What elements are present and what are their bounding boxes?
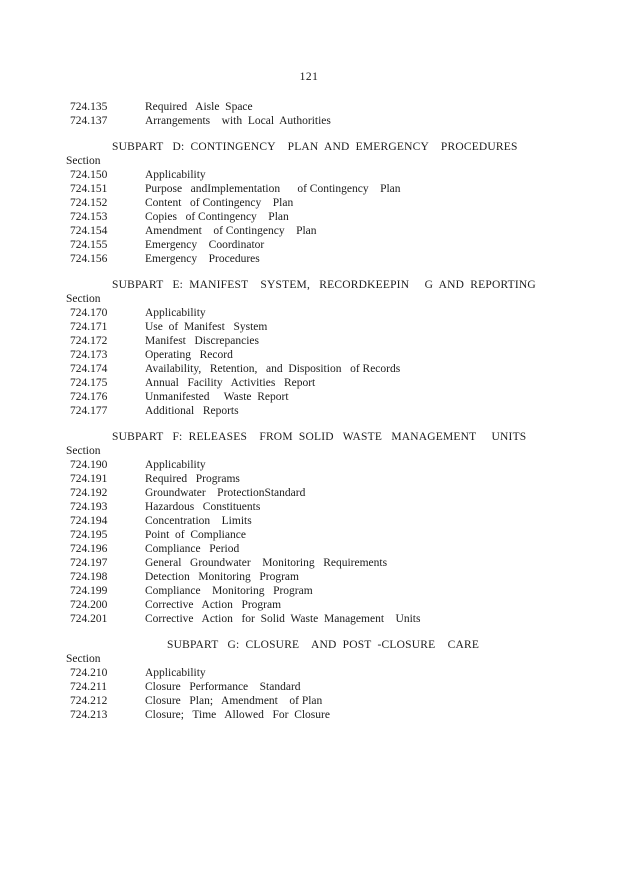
toc-entry (0, 390, 618, 404)
section-number: 724.196 (70, 543, 108, 555)
section-number: 724.199 (70, 585, 108, 597)
section-title: Required Programs (145, 473, 240, 485)
section-number: 724.197 (70, 557, 108, 569)
section-title: Purpose andImplementation of Contingency Plan (145, 183, 401, 195)
section-title: Applicability (145, 459, 206, 471)
toc-entry (0, 486, 618, 500)
toc-entry (0, 334, 618, 348)
section-title: Detection Monitoring Program (145, 571, 299, 583)
section-title: Copies of Contingency Plan (145, 211, 289, 223)
section-number: 724.175 (70, 377, 108, 389)
section-number: 724.212 (70, 695, 108, 707)
section-title: Content of Contingency Plan (145, 197, 294, 209)
section-title: Manifest Discrepancies (145, 335, 260, 347)
section-number: 724.195 (70, 529, 108, 541)
section-label: Section (66, 445, 101, 457)
section-number: 724.174 (70, 363, 108, 375)
toc-entry (0, 500, 618, 514)
section-title: Unmanifested Waste Report (145, 391, 289, 403)
toc-entry (0, 458, 618, 472)
section-title: Corrective Action for Solid Waste Management Units (145, 613, 421, 625)
toc-entry (0, 196, 618, 210)
section-label: Section (66, 653, 101, 665)
subpart-heading: SUBPART F: RELEASES FROM SOLID WASTE MANAGEMENT UNITS (112, 431, 527, 443)
toc-entry (0, 542, 618, 556)
toc-entry (0, 114, 618, 128)
section-label: Section (66, 293, 101, 305)
section-number: 724.172 (70, 335, 108, 347)
toc-entry (0, 556, 618, 570)
subpart-heading: SUBPART G: CLOSURE AND POST -CLOSURE CARE (167, 639, 480, 651)
section-number: 724.135 (70, 101, 108, 113)
section-title: Corrective Action Program (145, 599, 282, 611)
section-title: Use of Manifest System (145, 321, 268, 333)
section-number: 724.152 (70, 197, 108, 209)
section-title: Groundwater ProtectionStandard (145, 487, 306, 499)
section-title: Additional Reports (145, 405, 239, 417)
section-number: 724.190 (70, 459, 108, 471)
section-number: 724.192 (70, 487, 108, 499)
section-title: General Groundwater Monitoring Requirements (145, 557, 388, 569)
section-number: 724.137 (70, 115, 108, 127)
section-number: 724.173 (70, 349, 108, 361)
section-title: Amendment of Contingency Plan (145, 225, 317, 237)
section-title: Availability, Retention, and Disposition of Records (145, 363, 401, 375)
toc-entry (0, 306, 618, 320)
toc-entry (0, 182, 618, 196)
toc-entry (0, 376, 618, 390)
toc-entry (0, 168, 618, 182)
toc-entry (0, 584, 618, 598)
toc-entry (0, 224, 618, 238)
toc-entry (0, 694, 618, 708)
subpart-heading: SUBPART E: MANIFEST SYSTEM, RECORDKEEPIN G AND REPORTING (112, 279, 536, 291)
toc-entry (0, 100, 618, 114)
section-title: Operating Record (145, 349, 233, 361)
section-title: Hazardous Constituents (145, 501, 261, 513)
section-title: Emergency Coordinator (145, 239, 265, 251)
section-label: Section (66, 155, 101, 167)
toc-entry (0, 570, 618, 584)
toc-entry (0, 404, 618, 418)
section-title: Applicability (145, 667, 206, 679)
toc-entry (0, 514, 618, 528)
section-number: 724.155 (70, 239, 108, 251)
section-title: Concentration Limits (145, 515, 252, 527)
section-title: Arrangements with Local Authorities (145, 115, 331, 127)
section-number: 724.154 (70, 225, 108, 237)
toc-entry (0, 472, 618, 486)
section-number: 724.153 (70, 211, 108, 223)
toc-entry (0, 320, 618, 334)
section-title: Annual Facility Activities Report (145, 377, 316, 389)
section-title: Closure Performance Standard (145, 681, 301, 693)
section-number: 724.194 (70, 515, 108, 527)
section-title: Closure Plan; Amendment of Plan (145, 695, 323, 707)
section-title: Required Aisle Space (145, 101, 253, 113)
section-number: 724.170 (70, 307, 108, 319)
section-number: 724.193 (70, 501, 108, 513)
section-number: 724.210 (70, 667, 108, 679)
toc-entry (0, 348, 618, 362)
page-number: 121 (299, 71, 319, 83)
section-title: Compliance Period (145, 543, 240, 555)
section-number: 724.150 (70, 169, 108, 181)
section-title: Applicability (145, 307, 206, 319)
section-number: 724.191 (70, 473, 108, 485)
section-number: 724.211 (70, 681, 107, 693)
section-number: 724.198 (70, 571, 108, 583)
toc-entry (0, 680, 618, 694)
toc-entry (0, 708, 618, 722)
toc-entry (0, 362, 618, 376)
section-number: 724.177 (70, 405, 108, 417)
section-number: 724.201 (70, 613, 108, 625)
section-number: 724.176 (70, 391, 108, 403)
section-title: Applicability (145, 169, 206, 181)
section-number: 724.171 (70, 321, 108, 333)
section-title: Closure; Time Allowed For Closure (145, 709, 330, 721)
section-number: 724.213 (70, 709, 108, 721)
toc-entry (0, 528, 618, 542)
toc-entry (0, 666, 618, 680)
toc-entry (0, 252, 618, 266)
toc (0, 100, 618, 722)
subpart-heading: SUBPART D: CONTINGENCY PLAN AND EMERGENCY PROCEDURES (112, 141, 518, 153)
section-number: 724.200 (70, 599, 108, 611)
toc-entry (0, 598, 618, 612)
section-title: Compliance Monitoring Program (145, 585, 313, 597)
toc-entry (0, 238, 618, 252)
toc-entry (0, 210, 618, 224)
toc-entry (0, 612, 618, 626)
section-title: Emergency Procedures (145, 253, 260, 265)
section-number: 724.156 (70, 253, 108, 265)
section-title: Point of Compliance (145, 529, 246, 541)
section-number: 724.151 (70, 183, 108, 195)
